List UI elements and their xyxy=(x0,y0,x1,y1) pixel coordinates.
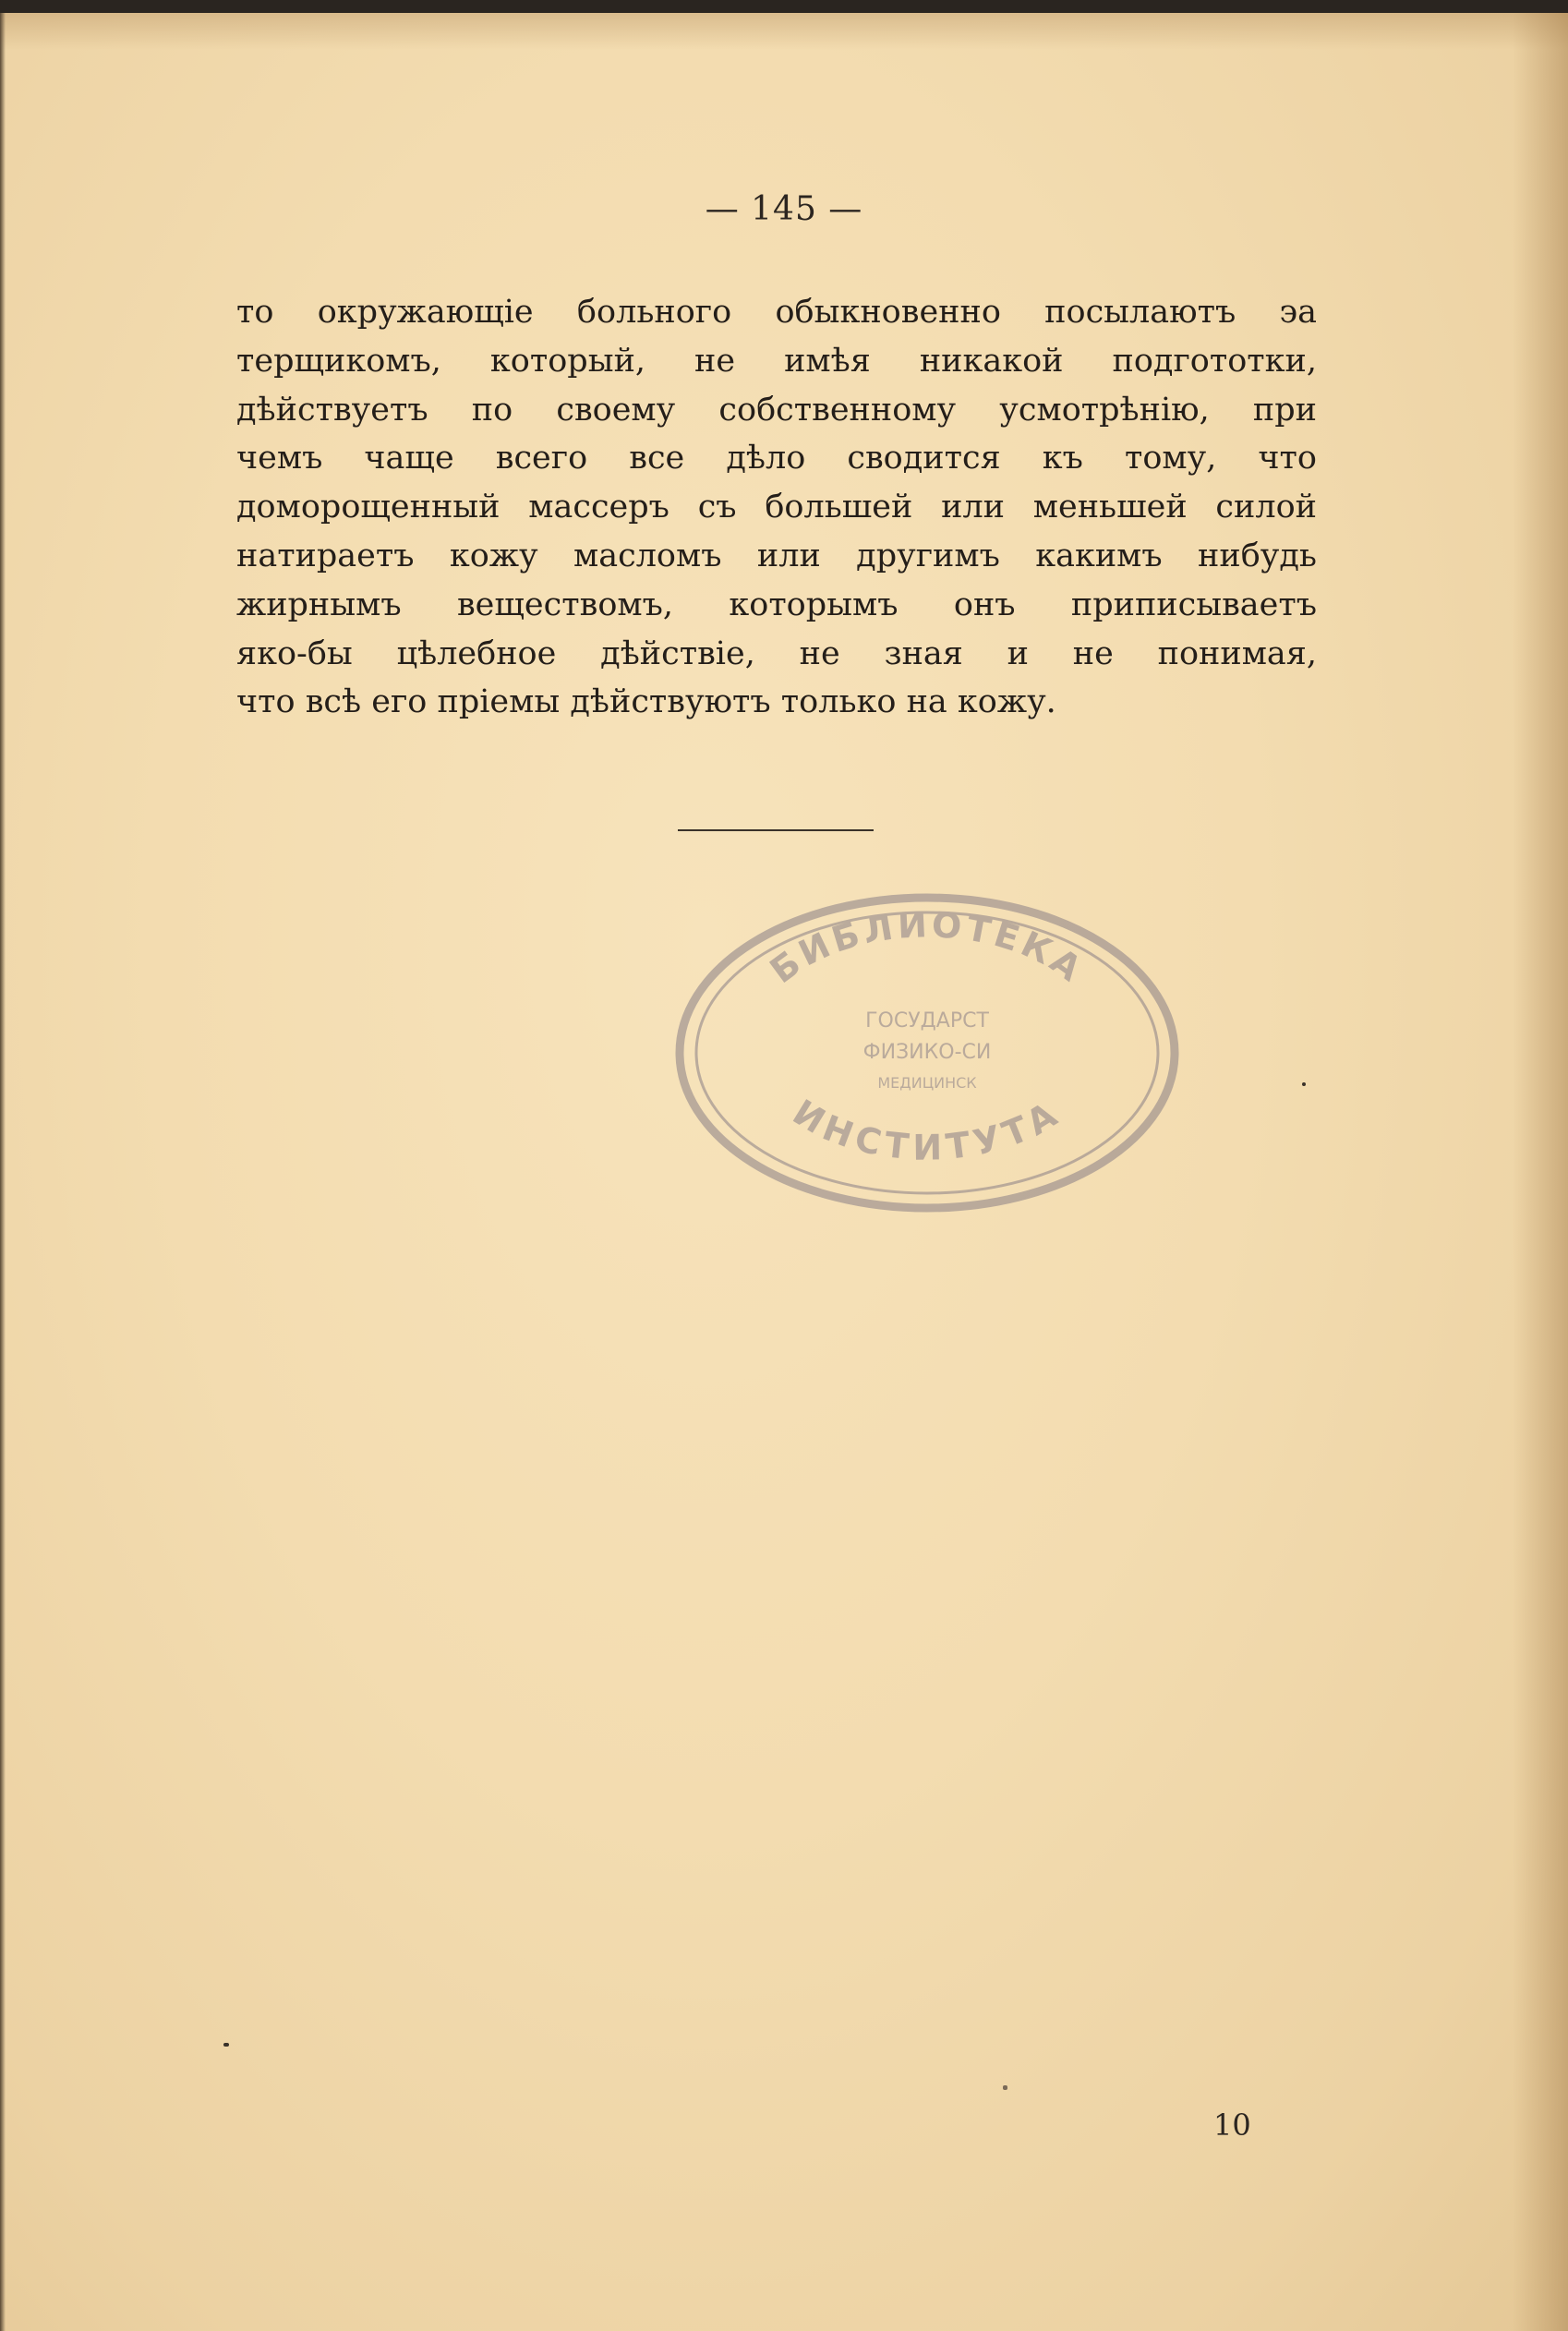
paper-right-shading xyxy=(1513,13,1568,2331)
text-line: что всѣ его пріемы дѣйствуютъ только на кожу. xyxy=(236,683,1056,721)
printer-signature: 10 xyxy=(1213,2108,1251,2143)
ink-speck xyxy=(1302,1082,1306,1086)
text-line: жирнымъ веществомъ, которымъ онъ приписываетъ xyxy=(236,586,1317,623)
ink-speck xyxy=(1003,2085,1007,2090)
text-line: натираетъ кожу масломъ или другимъ какимъ нибудь xyxy=(236,537,1317,574)
text-line: терщикомъ, который, не имѣя никакой подгототки, xyxy=(236,342,1317,380)
paper-top-shading xyxy=(0,13,1568,50)
library-stamp xyxy=(672,887,1182,1219)
ink-speck xyxy=(223,2043,229,2047)
text-line: чемъ чаще всего все дѣло сводится къ тому, что xyxy=(236,440,1317,477)
text-line: дѣйствуетъ по своему собственному усмотрѣнію, при xyxy=(236,391,1317,429)
paragraph xyxy=(236,288,1317,727)
stamp-top-text: БИБЛИОТЕКА xyxy=(762,904,1092,992)
stamp-middle-line: МЕДИЦИНСК xyxy=(877,1074,977,1092)
stamp-middle-line: ФИЗИКО-СИ xyxy=(862,1041,992,1064)
stamp-bottom-text: ИНСТИТУТА xyxy=(785,1091,1069,1168)
stamp-middle-line: ГОСУДАРСТ xyxy=(865,1009,989,1033)
text-line: доморощенный массеръ съ большей или меньшей силой xyxy=(236,489,1317,526)
paper-left-edge xyxy=(0,13,6,2331)
page-number: — 145 — xyxy=(705,190,863,228)
text-line: то окружающіе больного обыкновенно посылаютъ эа xyxy=(236,294,1317,331)
text-line: яко-бы цѣлебное дѣйствіе, не зная и не понимая, xyxy=(236,634,1317,672)
section-divider xyxy=(678,829,874,831)
